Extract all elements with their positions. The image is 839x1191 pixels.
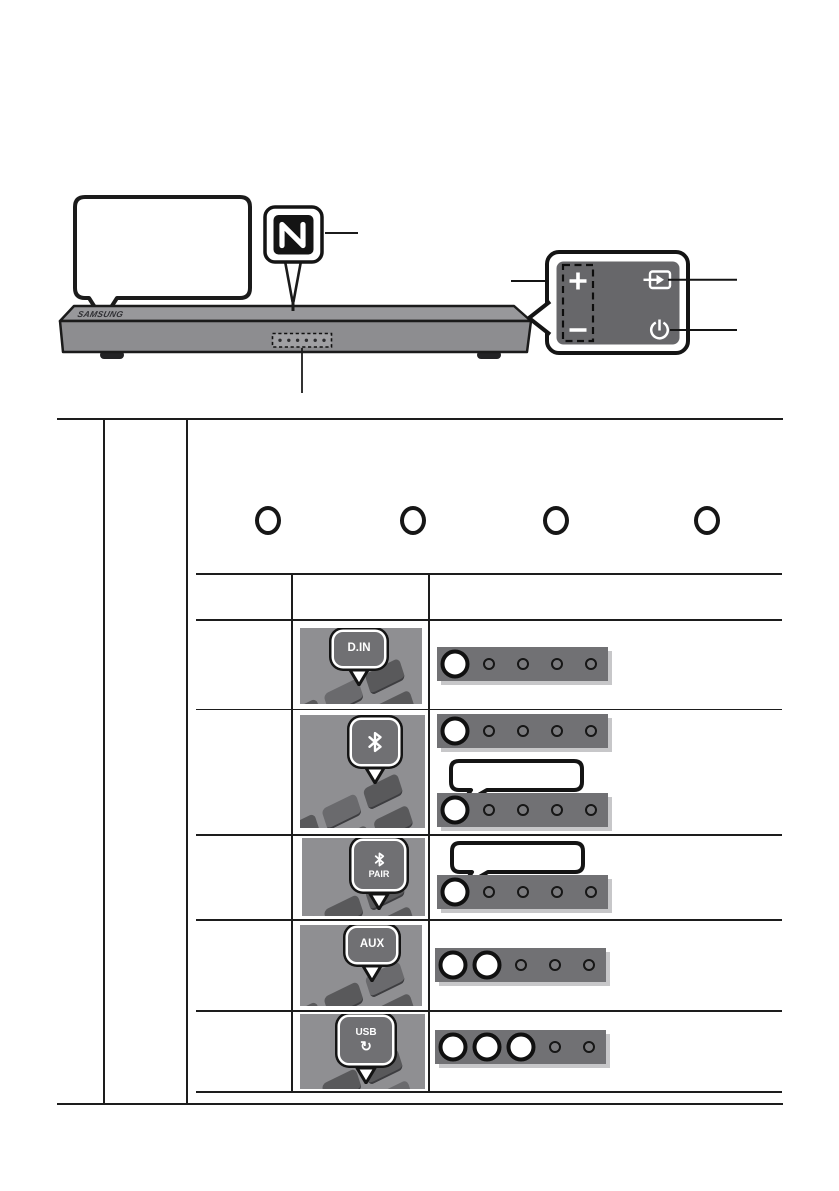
table-border	[103, 418, 105, 1105]
table-border	[291, 573, 293, 1092]
legend-led-circle	[543, 506, 569, 535]
led-off	[549, 1041, 561, 1053]
led-lit	[439, 1033, 468, 1062]
table-border	[186, 418, 188, 1105]
bluetooth-icon	[372, 851, 387, 868]
legend-led-circle	[255, 506, 281, 535]
led-lit	[441, 650, 470, 679]
led-off	[549, 959, 561, 971]
soundbar-body	[60, 306, 531, 393]
touch-panel	[511, 252, 737, 353]
led-off	[551, 886, 563, 898]
led-off	[551, 658, 563, 670]
table-border	[196, 619, 782, 621]
usb-repeat-button: USB ↻	[340, 1017, 392, 1063]
remote-photo-bluetooth	[300, 715, 425, 828]
led-off	[585, 804, 597, 816]
table-border	[196, 1010, 782, 1012]
led-off	[517, 725, 529, 737]
led-off	[517, 658, 529, 670]
soundbar-figure	[50, 190, 750, 405]
led-lit	[439, 951, 468, 980]
remote-photo-din	[300, 628, 422, 704]
led-off	[483, 886, 495, 898]
led-off	[517, 886, 529, 898]
repeat-icon: ↻	[360, 1037, 372, 1054]
led-lit	[441, 878, 470, 907]
legend-led-circle	[400, 506, 426, 535]
table-border	[428, 573, 430, 1092]
bluetooth-button	[352, 720, 398, 764]
table-border	[196, 709, 782, 711]
led-indicator-bar	[437, 647, 608, 681]
led-indicator-bar	[435, 948, 606, 982]
led-off	[483, 658, 495, 670]
led-indicator-bar	[437, 714, 608, 748]
brand-callout-bubble	[75, 197, 250, 320]
led-lit	[507, 1033, 536, 1062]
led-indicator-bar	[437, 875, 608, 909]
led-lit	[473, 951, 502, 980]
led-off	[517, 804, 529, 816]
led-lit	[441, 717, 470, 746]
nfc-icon	[265, 207, 358, 311]
legend-led-circle	[694, 506, 720, 535]
panel-pointer	[529, 302, 550, 335]
led-indicator-bar	[437, 793, 608, 827]
table-border	[57, 418, 783, 420]
led-lit	[441, 796, 470, 825]
table-border	[196, 1091, 782, 1093]
table-border	[196, 573, 782, 575]
led-off	[483, 725, 495, 737]
din-button: D.IN	[334, 632, 384, 666]
led-display-window	[273, 334, 332, 394]
led-off	[585, 658, 597, 670]
led-off	[583, 1041, 595, 1053]
remote-photo-aux	[300, 925, 422, 1006]
brand-logo: SAMSUNG	[76, 309, 125, 319]
table-border	[196, 834, 782, 836]
led-lit	[473, 1033, 502, 1062]
led-off	[585, 886, 597, 898]
aux-button: AUX	[348, 928, 396, 962]
remote-photo-bt-pair	[302, 838, 425, 916]
remote-photo-usb	[300, 1014, 425, 1089]
led-indicator-bar	[435, 1030, 606, 1064]
led-off	[551, 804, 563, 816]
table-border	[196, 919, 782, 921]
table-border	[57, 1103, 783, 1105]
led-off	[515, 959, 527, 971]
bt-pair-button: PAIR	[354, 841, 404, 889]
led-off	[583, 959, 595, 971]
bluetooth-icon	[364, 729, 386, 755]
led-off	[551, 725, 563, 737]
led-off	[483, 804, 495, 816]
led-off	[585, 725, 597, 737]
